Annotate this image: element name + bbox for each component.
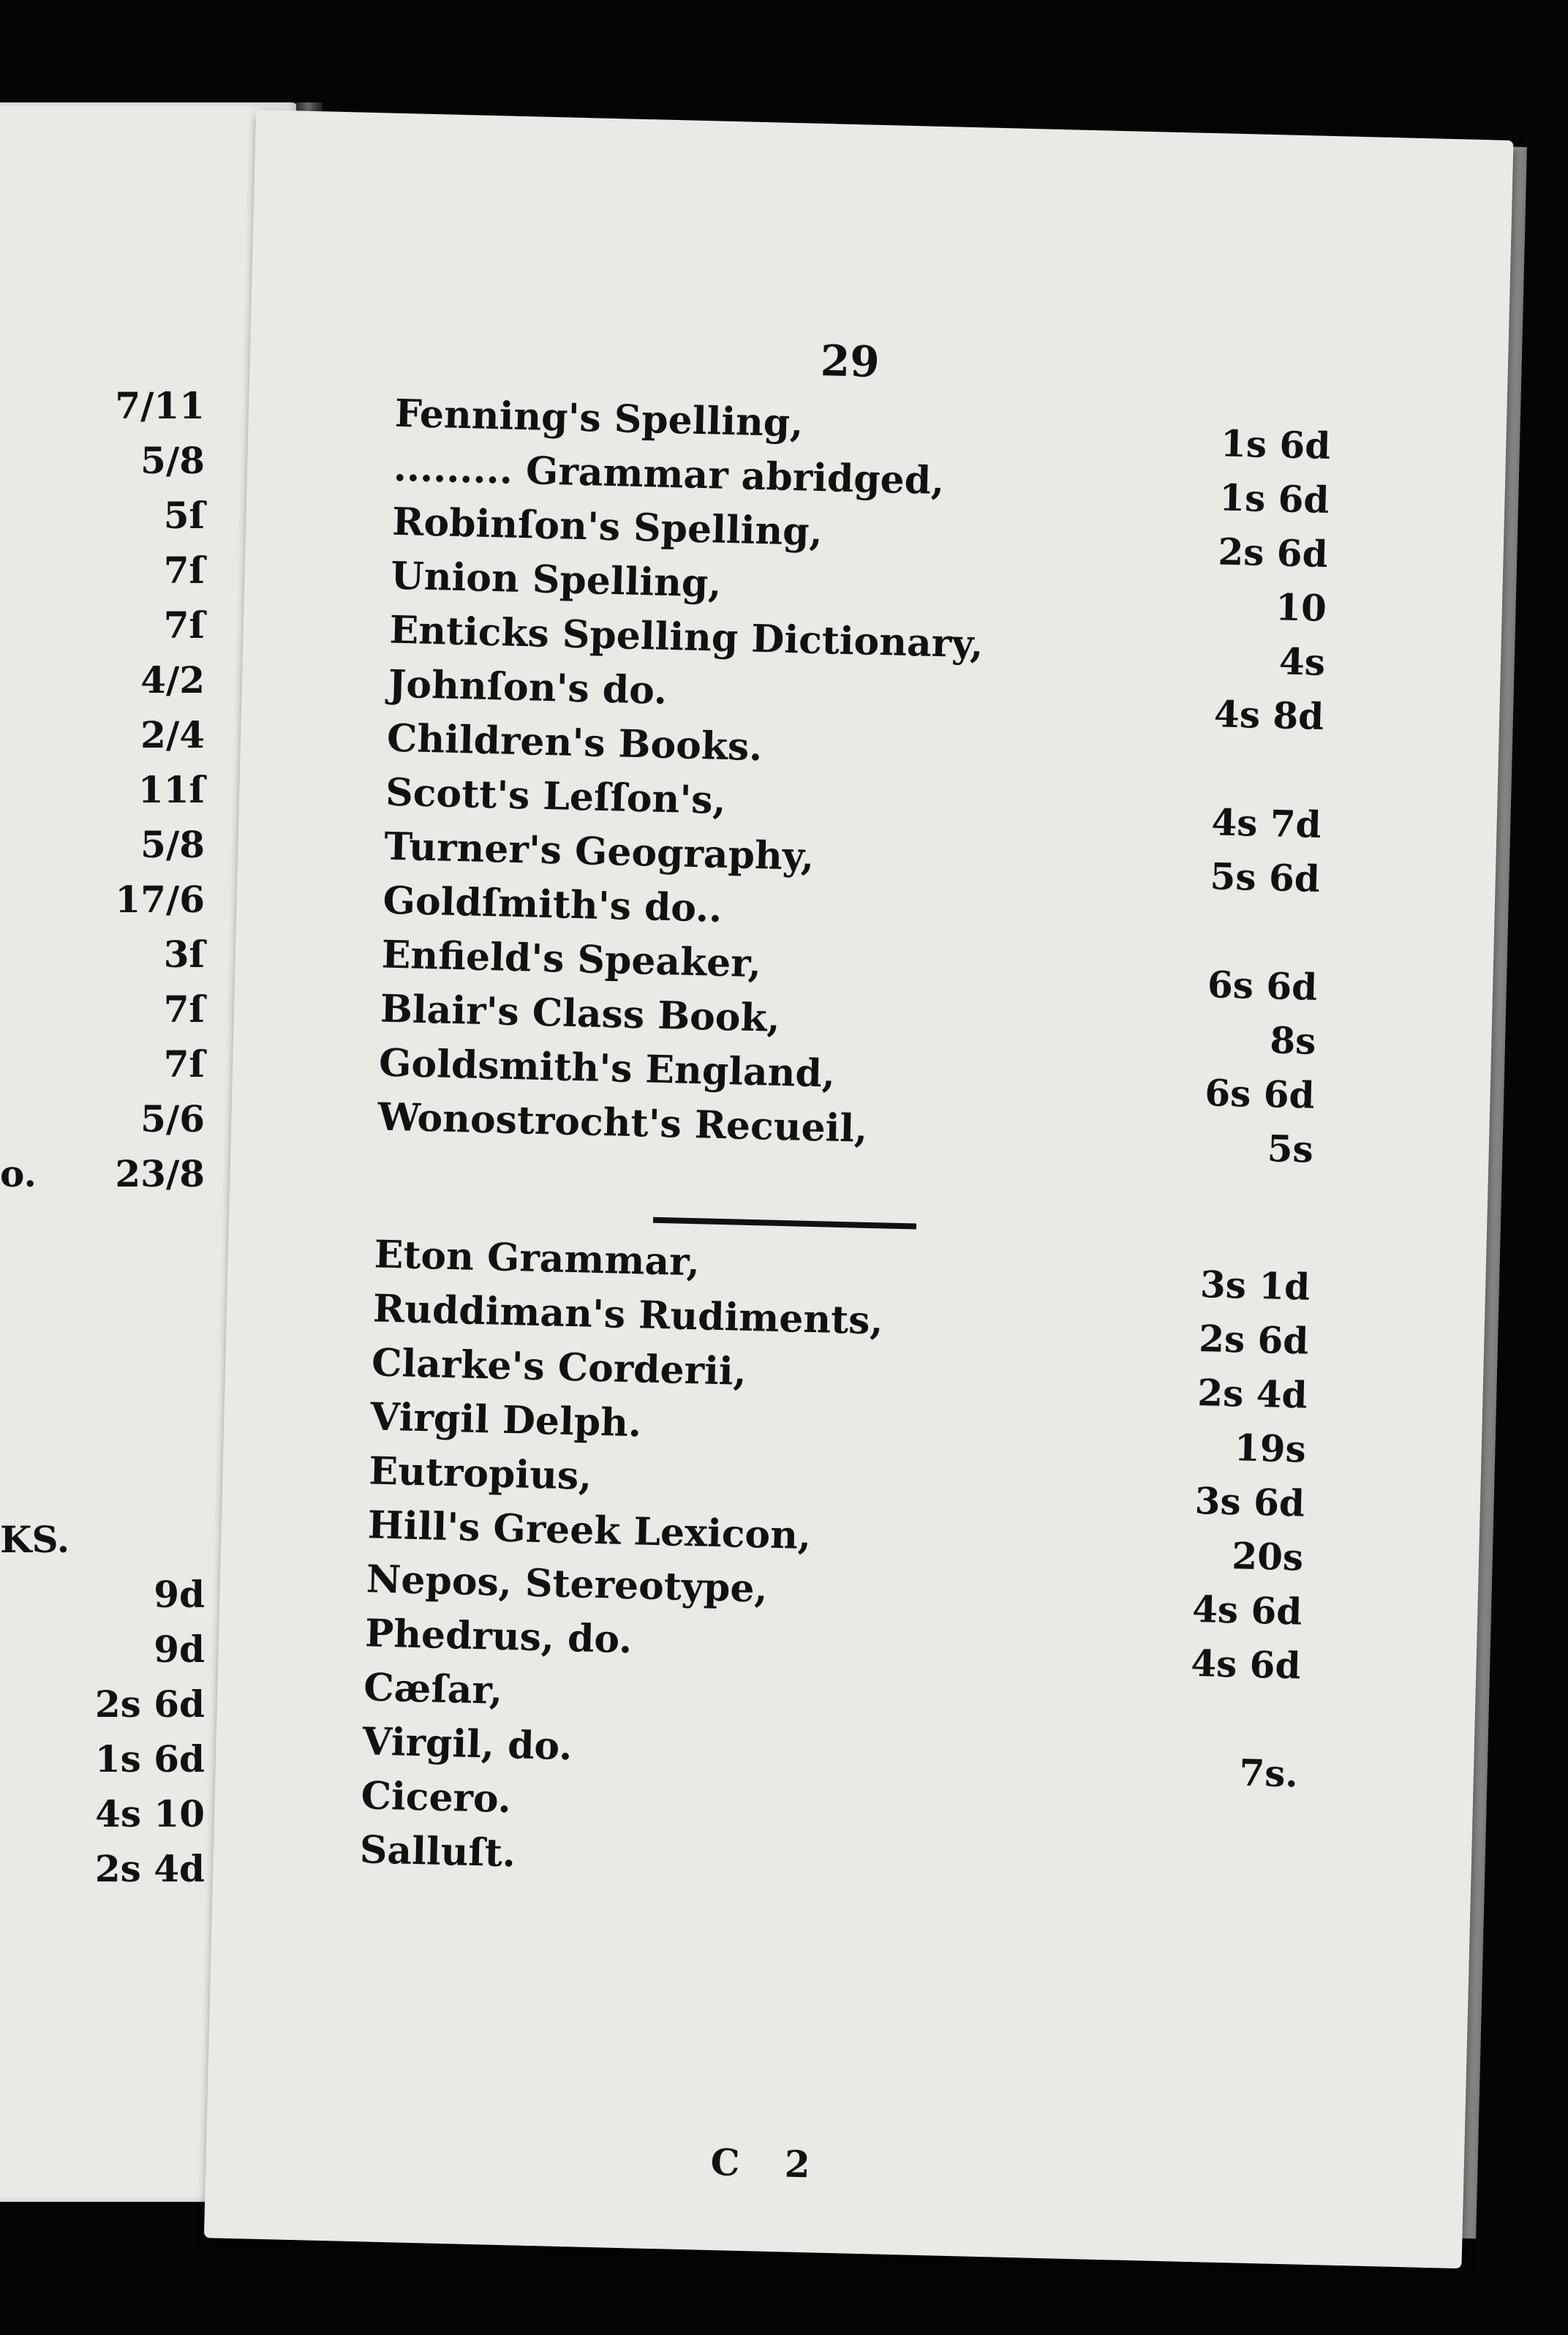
left-price: 2s 4d xyxy=(94,1847,205,1890)
book-price: 5s 6d xyxy=(1209,854,1321,900)
book-price: 4s 7d xyxy=(1210,800,1322,846)
left-price: 5/8 xyxy=(140,823,205,866)
book-title: Eutropius, xyxy=(368,1448,593,1499)
left-price: 5/6 xyxy=(140,1097,205,1140)
book-title: Ruddiman's Rudiments, xyxy=(372,1286,884,1344)
left-price: 5/8 xyxy=(140,439,205,482)
book-price: 4s 6d xyxy=(1190,1641,1302,1688)
book-title: Cicero. xyxy=(360,1773,512,1822)
book-title: Eton Grammar, xyxy=(374,1232,701,1285)
book-price: 3s 6d xyxy=(1194,1478,1305,1525)
left-price: 7ſ xyxy=(163,988,205,1031)
left-price: 7ſ xyxy=(163,1042,205,1086)
book-title: Enfield's Speaker, xyxy=(381,932,762,987)
left-price: 11ſ xyxy=(137,768,205,811)
book-price: 10 xyxy=(1275,585,1327,630)
left-price: 7ſ xyxy=(163,604,205,647)
book-price: 8s xyxy=(1269,1018,1317,1063)
book-price: 7s. xyxy=(1238,1751,1299,1796)
book-title: Robinſon's Spelling, xyxy=(391,499,823,555)
book-title: Scott's Leſſon's, xyxy=(385,770,727,823)
page-number: 29 xyxy=(820,335,881,387)
book-price: 4s xyxy=(1278,639,1326,684)
book-title: ......... Grammar abridged, xyxy=(393,445,945,504)
book-title: Children's Books. xyxy=(386,715,764,770)
book-title: Enticks Spelling Dictionary, xyxy=(388,607,984,667)
book-price: 4s 6d xyxy=(1191,1587,1303,1633)
book-title: Wonostrocht's Recueil, xyxy=(377,1094,868,1151)
left-price: 5ſ xyxy=(163,494,205,537)
book-title: Fenning's Spelling, xyxy=(394,391,804,446)
left-price: 4s 10 xyxy=(95,1792,205,1835)
book-title: Union Spelling, xyxy=(390,553,723,606)
book-price: 2s 4d xyxy=(1196,1370,1308,1417)
left-price: 17/6 xyxy=(115,878,205,921)
book-price: 2s 6d xyxy=(1198,1317,1310,1363)
book-title: Blair's Class Book, xyxy=(380,986,781,1041)
left-price: 7ſ xyxy=(163,549,205,592)
left-fragment: KS. xyxy=(0,1518,70,1561)
book-title: Salluſt. xyxy=(359,1827,516,1876)
left-price: 9d xyxy=(154,1628,205,1671)
book-title: Virgil, do. xyxy=(361,1719,573,1770)
book-price: 5s xyxy=(1267,1127,1314,1171)
left-price: 9d xyxy=(154,1573,205,1616)
book-title: Goldsmith's England, xyxy=(378,1040,836,1097)
left-price: 23/8 xyxy=(115,1152,205,1195)
book-price: 4s 8d xyxy=(1213,692,1324,738)
book-title: Turner's Geography, xyxy=(383,824,815,879)
book-title: Phedrus, do. xyxy=(364,1611,633,1663)
left-price: 3ſ xyxy=(163,933,205,976)
section-rule xyxy=(653,1217,916,1230)
left-price: 4/2 xyxy=(140,658,205,702)
book-price: 19s xyxy=(1234,1426,1307,1471)
signature-mark: C 2 xyxy=(709,2140,827,2187)
left-fragment: o. xyxy=(0,1152,37,1195)
book-title: Clarke's Corderii, xyxy=(371,1340,747,1394)
book-price: 6s 6d xyxy=(1204,1071,1316,1117)
right-page xyxy=(204,110,1514,2268)
left-price: 2s 6d xyxy=(94,1682,205,1726)
book-title: Cæſar, xyxy=(363,1665,503,1713)
book-title: Virgil Delph. xyxy=(369,1394,642,1446)
left-price: 2/4 xyxy=(140,713,205,756)
book-title: Goldſmith's do.. xyxy=(382,878,723,931)
book-price: 1s 6d xyxy=(1220,421,1331,468)
book-title: Nepos, Stereotype, xyxy=(366,1557,769,1612)
book-price: 20s xyxy=(1231,1534,1304,1579)
book-title: Johnſon's do. xyxy=(388,661,668,713)
left-price: 7/11 xyxy=(115,384,205,427)
book-price: 1s 6d xyxy=(1218,475,1330,522)
book-price: 3s 1d xyxy=(1199,1263,1311,1309)
book-title: Hill's Greek Lexicon, xyxy=(367,1503,812,1559)
book-price: 2s 6d xyxy=(1217,530,1329,576)
book-price: 6s 6d xyxy=(1207,963,1318,1009)
left-price: 1s 6d xyxy=(94,1737,205,1781)
